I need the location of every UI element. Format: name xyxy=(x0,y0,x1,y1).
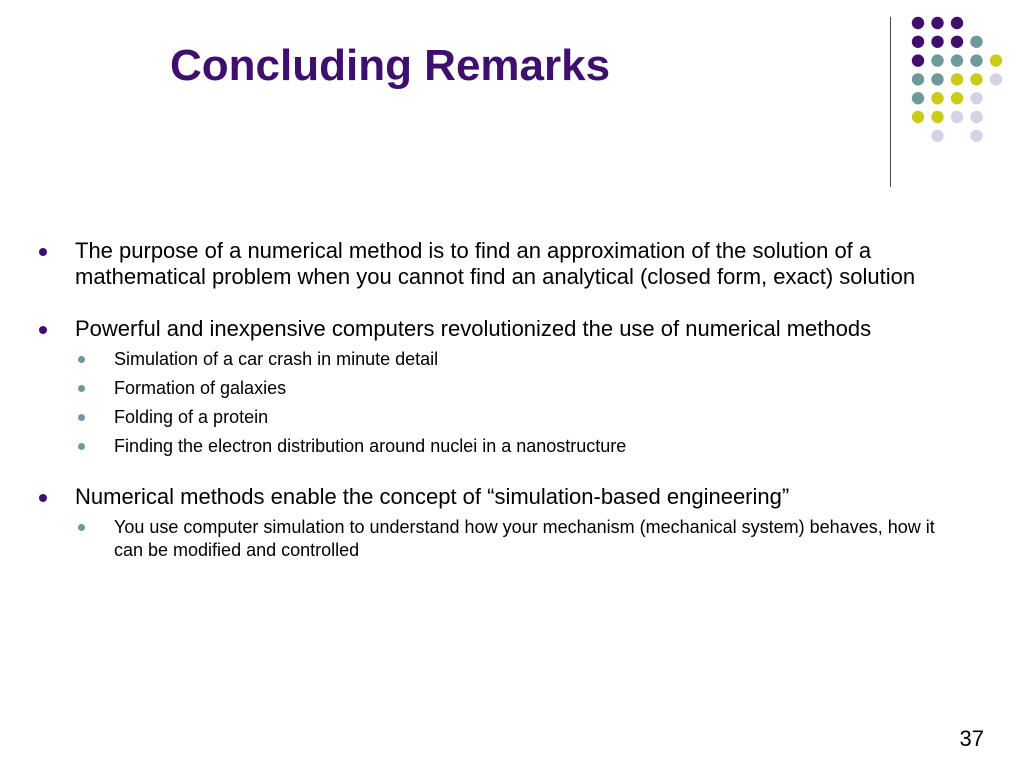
decorative-dot xyxy=(990,73,1002,85)
decorative-dot xyxy=(931,111,943,123)
decorative-dot xyxy=(912,92,924,104)
sub-bullet-item: Formation of galaxies xyxy=(75,377,954,400)
decorative-dot xyxy=(912,36,924,48)
bullet-item xyxy=(0,238,1024,290)
bullet-text: The purpose of a numerical method is to find an approximation of the solution of a mathematical problem when you cannot find an analytical (closed form, exact) solution xyxy=(75,238,916,289)
decorative-dot xyxy=(951,17,963,29)
decorative-dot xyxy=(970,36,982,48)
decorative-dot xyxy=(990,54,1002,66)
sub-bullet-list xyxy=(75,516,954,562)
decorative-dot xyxy=(970,73,982,85)
bullet-list xyxy=(0,238,1024,562)
decorative-dot xyxy=(931,92,943,104)
sub-bullet-item: You use computer simulation to understand how your mechanism (mechanical system) behaves, how it can be modified and controlled xyxy=(75,516,954,562)
decorative-dot xyxy=(912,73,924,85)
sub-bullet-item: Simulation of a car crash in minute detail xyxy=(75,348,954,371)
decorative-dot xyxy=(951,36,963,48)
bullet-item xyxy=(0,484,1024,562)
decorative-dot xyxy=(931,54,943,66)
title-divider-line xyxy=(890,17,891,187)
decorative-dot xyxy=(951,111,963,123)
sub-bullet-list xyxy=(75,348,954,458)
slide-content xyxy=(0,238,1024,588)
sub-bullet-item: Finding the electron distribution around nuclei in a nanostructure xyxy=(75,435,954,458)
decorative-dot xyxy=(951,54,963,66)
decorative-dot xyxy=(931,73,943,85)
bullet-text: Powerful and inexpensive computers revolutionized the use of numerical methods xyxy=(75,316,872,341)
decorative-dot xyxy=(951,92,963,104)
decorative-dot xyxy=(912,111,924,123)
bullet-item xyxy=(0,316,1024,458)
decorative-dot xyxy=(931,130,943,142)
decorative-dot xyxy=(912,54,924,66)
decorative-dot xyxy=(951,73,963,85)
decorative-dot xyxy=(912,17,924,29)
decorative-dot xyxy=(970,54,982,66)
decorative-dot xyxy=(931,36,943,48)
slide-title: Concluding Remarks xyxy=(170,41,611,90)
decorative-dot xyxy=(970,92,982,104)
decorative-dot xyxy=(970,130,982,142)
bullet-text: Numerical methods enable the concept of “simulation-based engineering” xyxy=(75,484,790,509)
sub-bullet-item: Folding of a protein xyxy=(75,406,954,429)
decorative-dot xyxy=(970,111,982,123)
decorative-dot xyxy=(931,17,943,29)
decorative-dot-grid xyxy=(0,0,1024,200)
slide-number: 37 xyxy=(959,726,984,751)
